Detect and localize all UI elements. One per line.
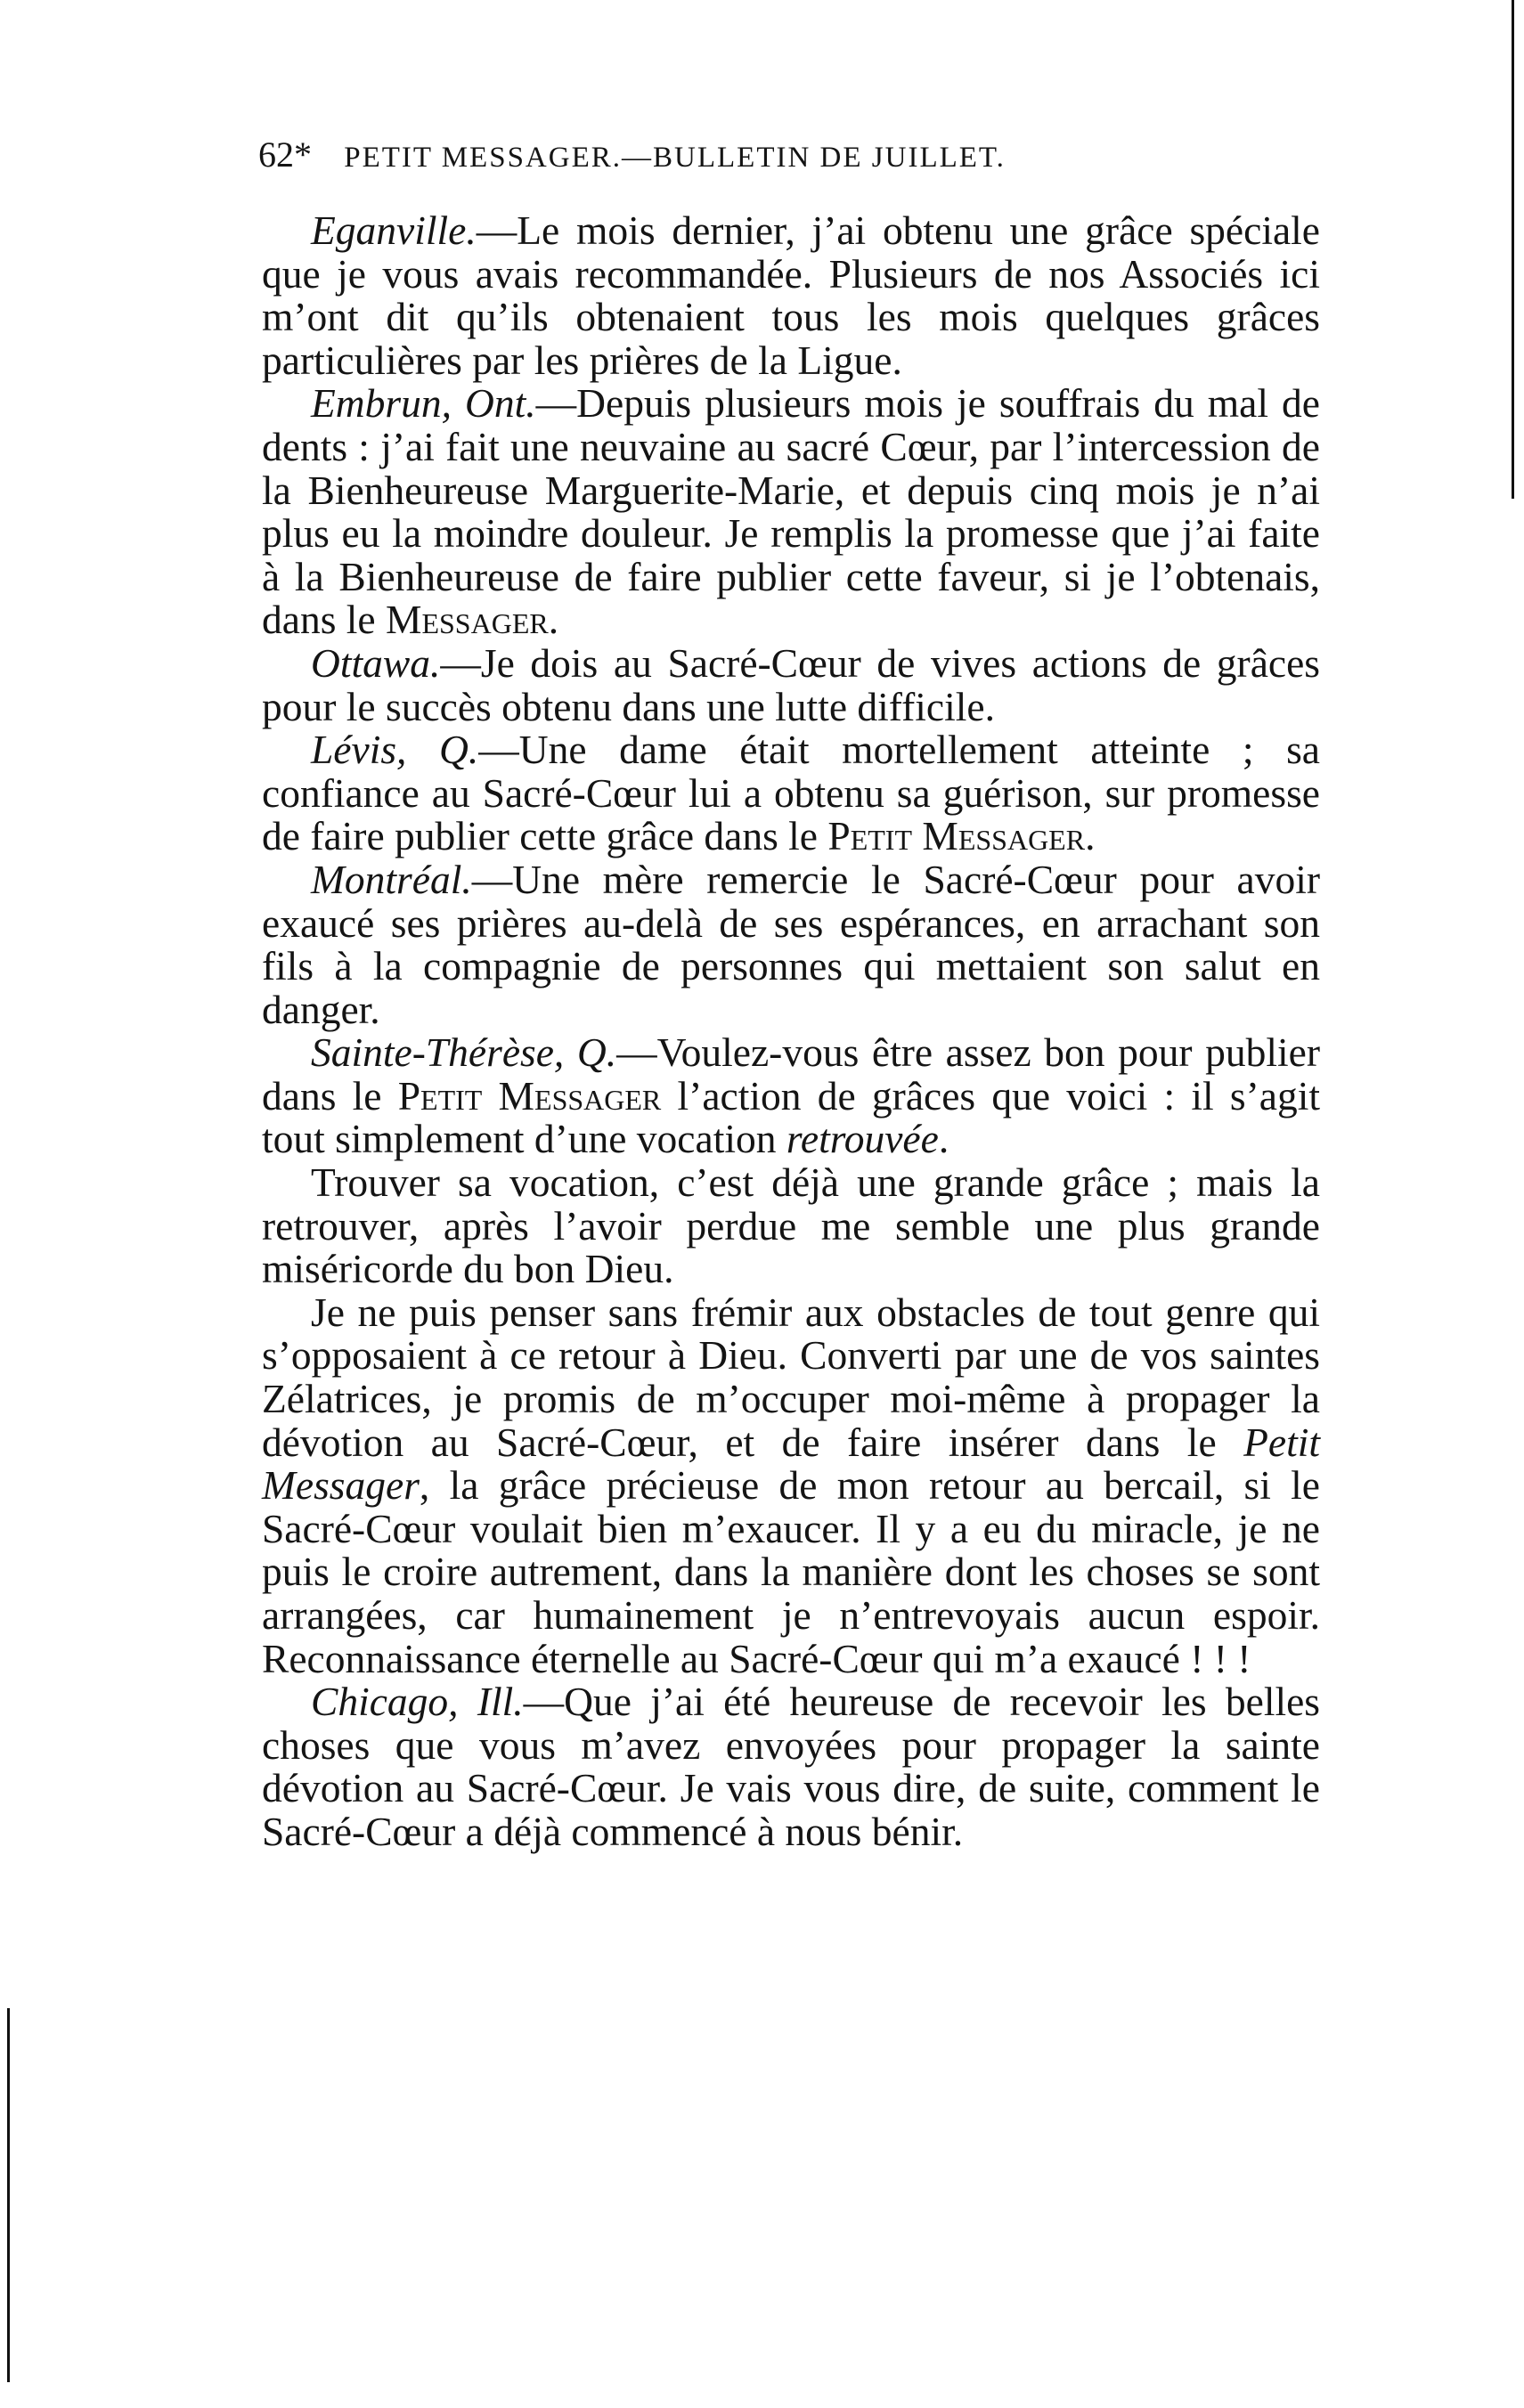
- entry-text: Petit Messager: [827, 813, 1086, 859]
- entry-text: —Que j’ai été heureuse de recevoir les belles choses que vous m’avez envoyées pour propager la sainte dévotion au Sacré-Cœur. Je vais vous dire, de suite, comment le Sacré-Cœur a déjà commencé à nous bénir.: [262, 1679, 1321, 1854]
- entry-text: .: [1085, 813, 1096, 859]
- entry-text: Petit Messager: [262, 1419, 1320, 1509]
- entry-paragraph: [262, 382, 1320, 642]
- entry-paragraph: [262, 1161, 1320, 1291]
- entry-text: —Voulez-vous être assez bon pour publier dans le: [262, 1029, 1320, 1119]
- entry-text: l’action de grâces que voici : il s’agit tout simplement d’une vocation: [262, 1072, 1320, 1162]
- entry-paragraph: [262, 728, 1320, 858]
- entry-place: Lévis, Q.: [311, 727, 479, 773]
- running-header: [258, 134, 1202, 175]
- entry-place: Montréal.: [311, 856, 472, 902]
- entry-text: Trouver sa vocation, c’est déjà une grande grâce ; mais la retrouver, après l’avoir perdue me semble une plus grande miséricorde du bon Dieu.: [262, 1159, 1320, 1292]
- entry-paragraph: [262, 639, 1320, 729]
- entry-text: —Une dame était mortellement atteinte ; sa confiance au Sacré-Cœur lui a obtenu sa guérison, sur promesse de faire publier cette grâce dans le: [262, 727, 1320, 859]
- entry-text: —Une mère remercie le Sacré-Cœur pour avoir exaucé ses prières au-delà de ses espérances, en arrachant son fils à la compagnie de personnes qui mettaient son salut en danger.: [262, 856, 1320, 1032]
- entry-paragraph: [262, 1680, 1320, 1853]
- running-title: PETIT MESSAGER.—BULLETIN DE JUILLET.: [344, 142, 1006, 174]
- page-number: 62*: [258, 134, 312, 175]
- entry-paragraph: [262, 858, 1320, 1031]
- entry-place: Ottawa.: [311, 639, 441, 686]
- entry-text: Messager: [386, 597, 549, 643]
- entry-text: Je ne puis penser sans frémir aux obstacles de tout genre qui s’opposaient à ce retour à Dieu. Converti par une de vos saintes Zélatrices, je promis de m’occuper moi-même à propager la dévotion au Sacré-Cœur, et de faire insérer dans le: [262, 1289, 1320, 1465]
- entry-text: —Depuis plusieurs mois je souffrais du mal de dents : j’ai fait une neuvaine au sacré Cœur, par l’intercession de la Bienheureuse Marguerite-Marie, et depuis cinq mois je n’ai plus eu la moindre douleur. Je remplis la promesse que j’ai faite à la Bienheureuse de faire publier cette faveur, si je l’obtenais, dans le: [262, 380, 1321, 643]
- entry-text: retrouvée: [786, 1116, 939, 1162]
- entry-text: Petit Messager: [397, 1072, 662, 1119]
- entry-place: Sainte-Thérèse, Q.: [311, 1029, 617, 1076]
- entry-text: —Le mois dernier, j’ai obtenu une grâce spéciale que je vous avais recommandée. Plusieurs de nos Associés ici m’ont dit qu’ils obtenaient tous les mois quelques grâces particulières par les prières de la Ligue.: [262, 207, 1320, 383]
- scan-edge-line-right: [1512, 0, 1514, 499]
- entry-place: Embrun, Ont.: [311, 380, 536, 427]
- entry-place: Chicago, Ill.: [311, 1679, 524, 1725]
- scan-edge-line-left: [7, 2008, 10, 2382]
- entry-text: .: [548, 597, 559, 643]
- entry-paragraph: [262, 209, 1320, 382]
- entry-paragraph: [262, 1031, 1320, 1161]
- entry-text: —Je dois au Sacré-Cœur de vives actions de grâces pour le succès obtenu dans une lutte difficile.: [262, 639, 1320, 729]
- entry-text: , la grâce précieuse de mon retour au bercail, si le Sacré-Cœur voulait bien m’exaucer. Il y a eu du miracle, je ne puis le croire autrement, dans la manière dont les choses se sont arrangées, car humainement je n’entrevoyais aucun espoir. Reconnaissance éternelle au Sacré-Cœur qui m’a exaucé ! ! !: [262, 1462, 1320, 1681]
- entry-paragraph: [262, 1291, 1320, 1680]
- body-text: [262, 209, 1320, 1854]
- entry-text: .: [938, 1116, 949, 1162]
- entry-place: Eganville.: [311, 207, 477, 253]
